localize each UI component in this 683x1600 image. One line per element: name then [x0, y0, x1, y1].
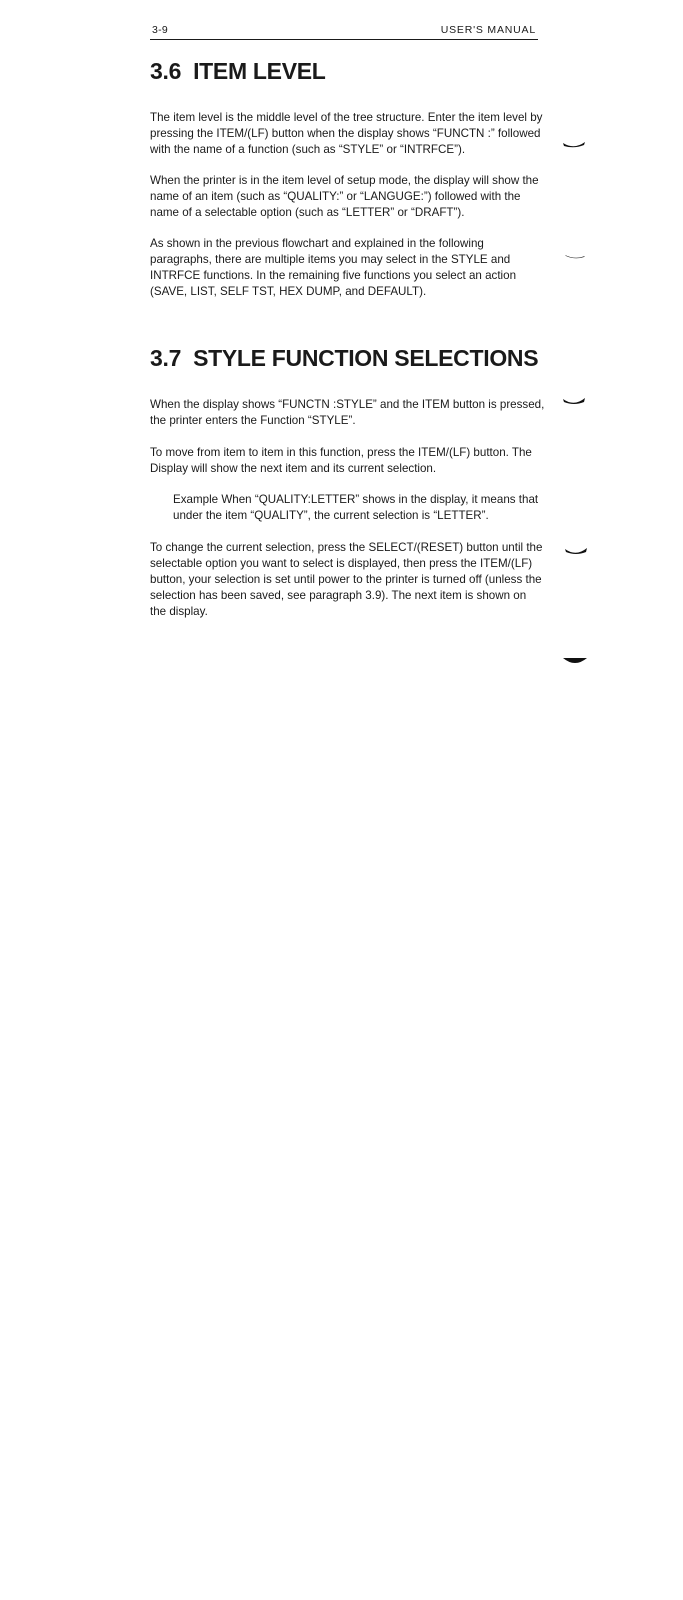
section-title: ITEM LEVEL — [193, 58, 326, 84]
section-heading-3-7 — [150, 345, 538, 372]
binder-hole-mark — [563, 141, 585, 149]
section-number: 3.6 — [150, 58, 182, 84]
example-paragraph: Example When “QUALITY:LETTER” shows in the display, it means that under the item “QUALITY”, the current selection is “LETTER”. — [173, 493, 539, 522]
manual-title: USER'S MANUAL — [440, 24, 536, 36]
paragraph: When the display shows “FUNCTN :STYLE” and the ITEM button is pressed, the printer enters the Function “STYLE”. — [150, 398, 545, 427]
paragraph: As shown in the previous flowchart and explained in the following paragraphs, there are multiple items you may select in the STYLE and INTRFCE functions. In the remaining five functions you select an action (SAVE, LIST, SELF TST, HEX DUMP, and DEFAULT). — [150, 237, 517, 298]
page-number: 3-9 — [152, 24, 169, 36]
binder-hole-mark — [563, 398, 585, 406]
section-number: 3.7 — [150, 345, 182, 371]
paragraph: When the printer is in the item level of setup mode, the display will show the name of an item (such as “QUALITY:” or “LANGUGE:”) followed with the name of a selectable option (such as “LETTER” or “DRAFT”). — [150, 174, 539, 219]
binder-hole-mark — [563, 658, 585, 666]
binder-hole-mark — [565, 548, 587, 556]
paragraph: To change the current selection, press the SELECT/(RESET) button until the selectable option you want to select is displayed, then press the ITEM/(LF) button, your selection is set until power to the printer is turned off (unless the selection has been saved, see paragraph 3.9). The next item is shown on the display. — [150, 541, 543, 618]
running-header — [150, 22, 538, 40]
section-title: STYLE FUNCTION SELECTIONS — [193, 345, 539, 371]
paragraph: The item level is the middle level of the tree structure. Enter the item level by pressing the ITEM/(LF) button when the display shows “FUNCTN :” followed with the name of a function (such as “STYLE” or “INTRFCE”). — [150, 111, 543, 156]
section-heading-3-6 — [150, 58, 326, 85]
paragraph: To move from item to item in this function, press the ITEM/(LF) button. The Display will show the next item and its current selection. — [150, 446, 532, 475]
binder-hole-mark — [565, 254, 587, 262]
